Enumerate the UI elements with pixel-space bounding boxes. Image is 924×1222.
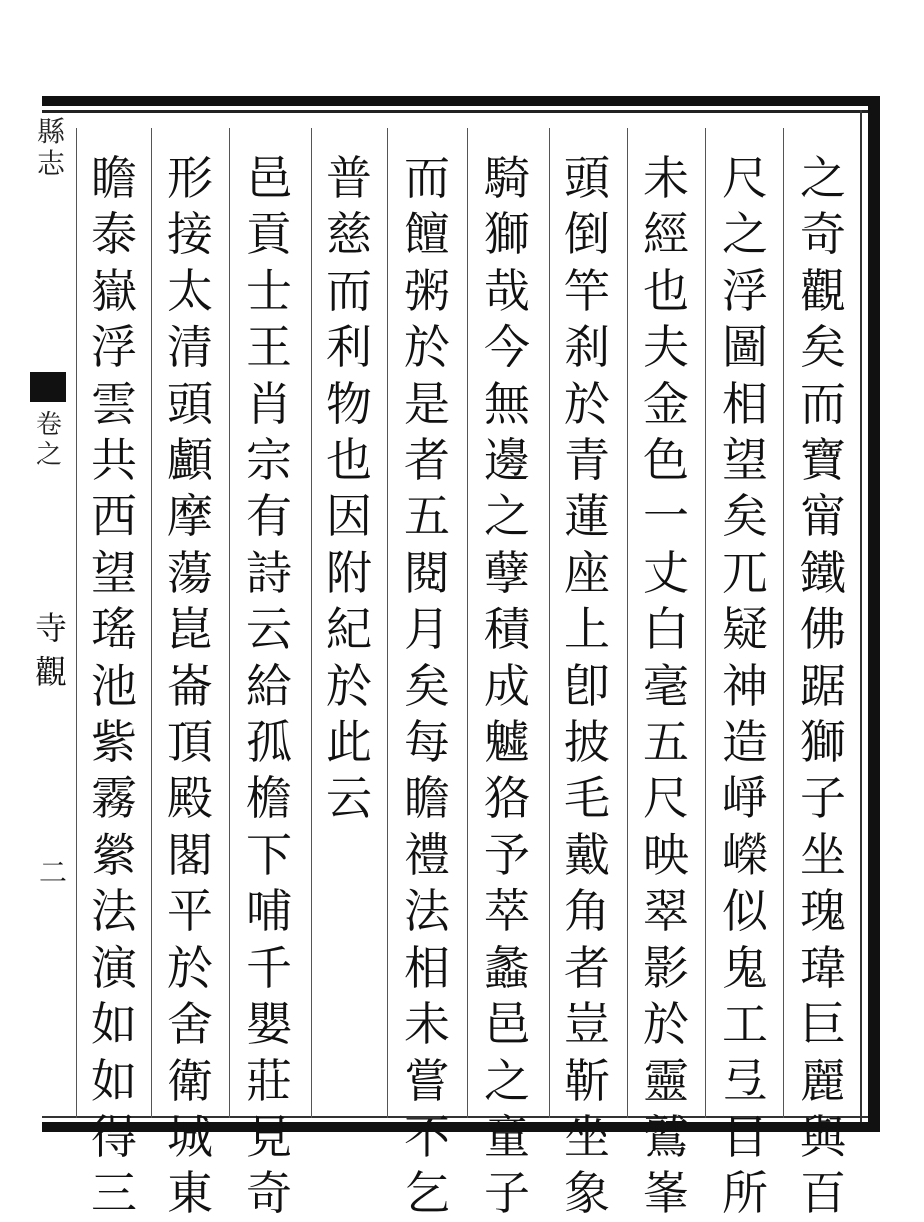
text-column-8: 邑貢士王肖宗有詩云給孤檐下哺千嬰莊見奇 [246,151,292,1221]
column-rule [151,128,152,1118]
text-column-7: 普慈而利物也因附紀於此云 [326,151,372,826]
text-column-9: 形接太清頭顱摩蕩崑崙頂殿閣平於舍衛城東 [167,151,213,1221]
column-rule [76,128,77,1118]
text-column-4: 頭倒竿刹於青蓮座上卽披毛戴角者豈靳坐象 [564,151,610,1221]
column-rule [387,128,388,1118]
frame-right-border [868,96,880,1132]
text-column-6: 而饘粥於是者五閱月矣每瞻禮法相未嘗不乞 [404,151,450,1221]
frame-top-border [42,96,880,106]
column-rule [549,128,550,1118]
text-column-10: 瞻泰嶽浮雲共西望瑤池紫霧縈法演如如得三 [91,151,137,1221]
frame-top-inner-line [42,110,880,113]
frame-right-inner-line [860,110,862,1122]
text-column-2: 尺之浮圖相望矣兀疑神造崢嶸似鬼工弖目所 [722,151,768,1221]
text-column-3: 未經也夫金色一丈白毫五尺映翠影於靈鷲峯 [643,151,689,1221]
margin-book-title: 縣志 [36,115,65,180]
margin-section-label: 寺觀 [34,609,67,691]
column-rule [783,128,784,1118]
margin-volume-label: 卷之 [36,410,63,470]
margin-page-number: 二 [38,856,67,889]
text-column-1: 之奇觀矣而寶甯鐵佛踞獅子坐瑰瑋巨麗與百 [800,151,846,1221]
margin-fishtail-mark [30,372,66,402]
column-rule [311,128,312,1118]
text-column-5: 騎獅哉今無邊之孽積成魖狢予萃蠡邑之童子 [484,151,530,1221]
column-rule [627,128,628,1118]
column-rule [705,128,706,1118]
column-rule [229,128,230,1118]
column-rule [467,128,468,1118]
